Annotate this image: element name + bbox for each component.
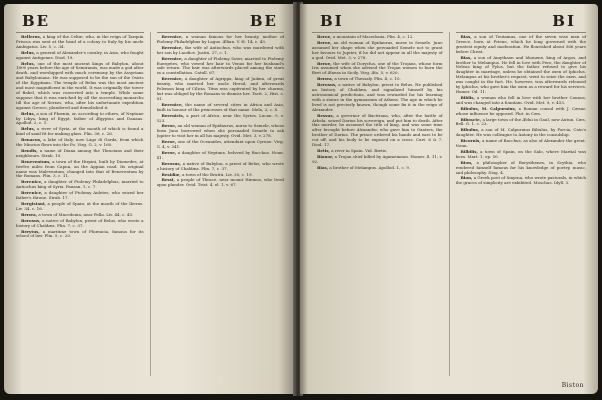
entry-text: a philosopher of Borysthenes, in Scythia, who rendered himself famous for his knowledge of poetry, music, and philosophy. Diog. 4. (455, 159, 586, 175)
entry-headword: Berenice, (21, 190, 43, 196)
right-column-2 (456, 32, 587, 376)
column-rule (150, 32, 151, 376)
entry-headword: Berosus, (21, 217, 41, 223)
dictionary-entry (456, 150, 587, 160)
entry-text: the name of several cities in Africa and Asia, built in honour of the princesses of that name. Mela, 3, c. 8. (156, 101, 284, 112)
entry-text: a people of Spain, at the mouth of the Iberus. Liv. 34, c. 16. (16, 201, 144, 211)
dictionary-entry (16, 51, 144, 61)
entry-text: a general of Alexander's cavalry, in Asia, who fought against Antigonus. Diod. 19. (16, 49, 144, 60)
entry-headword: Bianor, (317, 153, 334, 159)
entry-headword: Berosus, (317, 82, 337, 88)
dictionary-entry (16, 62, 144, 111)
entry-headword: Bibulus, (460, 127, 480, 133)
entry-headword: Berenice, (161, 55, 183, 61)
entry-text: a people of Thrace, near mount Hæmus, who lived upon plunder. Ovid. Trist. 4, el. 1, v. 67. (156, 177, 284, 188)
entry-text: a son of Amythaon and Idomene, king of Argos, and brother to Melampus. He fell in love with Pero, the daughter of Neleus king of Pylos, but the father refused to give his daughter in marriage, unless he obtained the oxen of Iphiclus. Melampus at his brother's request, went to seize the oxen, and was caught in the fact. He, however, was afterwards released by Iphiclus, who gave him the oxen as a reward for his services. Homer. Od. 11. (455, 54, 586, 94)
dictionary-entry (456, 35, 587, 55)
dictionary-entry (16, 127, 144, 137)
dictionary-entry (456, 107, 587, 117)
right-column-1 (312, 32, 443, 376)
entry-text: a daughter of Ptolemy Philadelphus, married to Antiochus king of Syria. Pausan. 1, c. 7. (16, 179, 144, 190)
entry-text: a son of Teutamus, one of the seven wise men of Greece, born at Priene, which he long governed with the greatest equity and moderation. He flourished about 566 years before Christ. (455, 34, 586, 54)
catchword: Biston (561, 382, 584, 389)
right-page-columns (312, 32, 586, 376)
dictionary-entry (157, 35, 285, 45)
entry-headword: Bibracte, (460, 116, 482, 122)
entry-text: a town of Spain, on the Salo, where Martial was born. Mart. 1, ep. 50. (455, 148, 586, 159)
entry-text: a part of Africa, near the Syrtes. Lucan. 9, v. 523. (156, 112, 284, 123)
entry-text: a governor of Bactriana, who, after the battle of Arbela, seized Darius his sovereign, and put him to death. After this murder, he assumed the title of king, and was some time after brought before Alexander, who gave him to Oxatres, the brother of Darius. The prince ordered his hands and ears to be cut off, and his body to be exposed on a cross. Curt. 6 & 7. Diod. 17. (312, 112, 443, 148)
entry-headword: Biblis, (460, 94, 475, 100)
entry-text: one of the most ancient kings of Babylon, about 1800 years before the age of Semiramis, was made a god after death, and worshipped with much ceremony by the Assyrians and Babylonians. He was supposed to be the son of the Osiris of the Egyptians. The temple of Belus was the most ancient and most magnificent in the world. It was originally the tower of Babel, which was converted into a temple. While some suppose that it was enriched by all the succeeding monarchs till the age of Xerxes, who, after his unfortunate expedition against Greece, plundered and demolished it. (16, 60, 144, 110)
dictionary-entry (312, 62, 443, 77)
entry-text: a daughter of Ptolemy Auletes, who seized her father's throne. Strab. 17. (16, 190, 144, 201)
entry-headword: Beroe, (317, 39, 332, 45)
right-running-head-left: BI (320, 12, 344, 30)
entry-headword: Bellerus, (21, 34, 42, 39)
entry-text: an old woman of Epidaurus, nurse to Semele. Juno assumed her shape when she persuaded Semele not to grant her favours to Jupiter, if he did not appear in all the majesty of a god. Ovid. Met. 3, v. 278. (312, 39, 443, 60)
entry-text: a large town of the Ædui in Gaul, now Autun. Cæs. Bell. G. 1, c. 23. (455, 116, 586, 127)
entry-headword: Beroe, (161, 123, 177, 129)
entry-text: an old woman of Epidaurus, nurse to Semele, whose form Juno borrowed when she persuaded Semele to ask Jupiter to visit her in all his majesty. Ovid. Met. 3, v. 278. (156, 123, 284, 139)
dictionary-entry (456, 176, 587, 186)
entry-headword: Bion, (460, 175, 473, 181)
entry-headword: Berenice, (161, 34, 183, 39)
entry-text: a town of the Bruttii. Liv. 30, c. 19. (182, 171, 253, 177)
dictionary-entry (16, 112, 144, 127)
entry-text: one of the Oceanides, attendant upon Cyrene. Virg. G. 4, v. 341. (156, 139, 284, 150)
dictionary-entry (16, 219, 144, 229)
entry-headword: Bilbilis, (460, 148, 478, 154)
dictionary-entry (456, 56, 587, 95)
entry-text: a daughter of Agrippa, king of Judæa, of great beauty, who married her uncle Herod, and afterwards Polemon king of Cilicia. Titus was captivated by her charms, but was obliged by the Romans to dismiss her. Tacit. 2, Hist. c. 81. (156, 76, 284, 101)
entry-headword: Belus, (21, 126, 35, 132)
entry-headword: Berenicis, (161, 112, 185, 118)
entry-text: a brother of Melampus. Apollod. 1, c. 9. (329, 164, 411, 170)
dictionary-entry (16, 149, 144, 159)
entry-text: a son of M. Calpurnius Bibulus, by Porcia, Cato's daughter. He was colleague to Antony in the consulship. (455, 127, 586, 138)
entry-headword: Berœa, (317, 76, 334, 82)
dictionary-entry (157, 77, 285, 102)
entry-headword: Bessi, (161, 177, 175, 183)
dictionary-entry (157, 151, 285, 161)
entry-headword: Besidiæ, (161, 171, 181, 177)
entry-text: a town of Thessaly. Plin. 4, c. 10. (334, 76, 401, 82)
left-running-head-right: BE (249, 12, 278, 30)
dictionary-entry (456, 161, 587, 176)
dictionary-entry (312, 114, 443, 148)
entry-text: a king of the Celtæ, who, in the reign of Tarquin Priscus was sent at the head of a colony to Italy by his uncle Ambigatus. Liv. 5, c. 34. (16, 34, 144, 49)
dictionary-entry (456, 118, 587, 128)
entry-text: a name of Bacchus, as also of Alexander the great. Nonn. (455, 138, 586, 149)
entry-headword: Berenice, (161, 76, 183, 82)
dictionary-entry (312, 41, 443, 61)
entry-headword: Bias, (460, 54, 472, 60)
entry-text: a Roman consul with J. Cæsar, whose influence he opposed. Plut. in Cæs. (455, 105, 586, 116)
dictionary-entry (157, 103, 285, 113)
dictionary-entry (16, 191, 144, 201)
dictionary-entry (16, 35, 144, 50)
entry-headword: Bendis, (21, 147, 38, 153)
left-column-1 (16, 32, 144, 376)
dictionary-entry (312, 166, 443, 171)
entry-headword: Berytus, (21, 228, 40, 234)
entry-text: a woman famous for her beauty, mother of Ptolemy Philadelphus by Lagus. Ælian. V. H. 14, c. 43. (156, 34, 284, 44)
left-page-columns (16, 32, 284, 376)
dictionary-entry (456, 96, 587, 106)
column-rule (449, 32, 450, 376)
dictionary-entry (157, 57, 285, 77)
left-running-head-left: BE (22, 12, 51, 30)
entry-text: a town of Macedonia, near Pella. Liv. 44, c. 45. (38, 211, 134, 217)
dictionary-entry (16, 230, 144, 240)
entry-text: a river of Syria, at the mouth of which is found a kind of sand fit for making glass. Plin. 36, c. 26. (16, 126, 144, 137)
entry-text: a mountain of Macedonia. Plin. 4, c. 12. (332, 34, 414, 39)
entry-headword: Berenice, (161, 44, 183, 50)
left-column-2 (157, 32, 285, 376)
entry-headword: Berosus, (161, 160, 182, 166)
dictionary-entry (157, 124, 285, 139)
entry-headword: Bion, (460, 159, 473, 165)
entry-text: a daughter of Neptune, beloved by Bacchus. Nonn. 41. (156, 149, 284, 160)
left-page (4, 4, 296, 394)
entry-text: the wife of Doryclus, one of the Trojans, whose form Iris assumed when she advised the Trojan women to burn the fleet of Æneas in Sicily. Virg. Æn. 5, v. 620. (312, 60, 443, 76)
entry-headword: Belus, (21, 60, 35, 66)
dictionary-entry (157, 114, 285, 124)
dictionary-entry (157, 140, 285, 150)
entry-text: a woman who fell in love with her brother Caunus, and was changed into a fountain. Ovid. Met. 9, v. 453. (455, 94, 586, 105)
entry-headword: Beroe, (317, 60, 332, 66)
entry-text: the wife of Antiochus, who was murdered with her son by Laodice. Justin. 27, c. 1. (156, 44, 284, 55)
entry-text: a native of Babylon, a priest of Belus, who wrote a history of Chaldæa. Plin. 7, c. 37. (156, 160, 284, 171)
entry-headword: Bias, (460, 34, 472, 39)
entry-headword: Belus, (21, 110, 35, 116)
dictionary-entry (456, 139, 587, 149)
entry-text: a name of Diana among the Thracians and their neighbours. Strab. 10. (16, 147, 144, 158)
entry-headword: Beroe, (161, 149, 177, 155)
dictionary-entry (157, 178, 285, 188)
right-page-header (312, 12, 586, 32)
right-running-head-right: BI (552, 12, 576, 30)
entry-headword: Beroe, (317, 34, 332, 39)
right-page (300, 4, 598, 394)
entry-headword: Berenice, (161, 101, 183, 107)
dictionary-entry (312, 155, 443, 165)
entry-text: a maritime town of Phœnicia, famous for its school of law. Plin. 5, c. 20. (16, 228, 144, 239)
dictionary-entry (16, 180, 144, 190)
entry-headword: Bicornis, (460, 138, 481, 144)
entry-text: a town of the Hirpini, built by Diomedes, at twelve miles from Capua, on the Appian road. Its original name was Maleventum, changed into that of Beneventum by the Romans. Plin. 3, c. 11. (16, 158, 144, 179)
entry-text: a river in Spain. Vid. Bætis. (331, 147, 388, 153)
entry-text: a Greek poet of Smyrna, who wrote pastorals, in which the graces of simplicity are exhibited. Moschus. Idyll. 3. (455, 175, 586, 186)
entry-headword: Belus, (21, 49, 35, 55)
entry-headword: Berenice, (21, 179, 43, 185)
dictionary-entry (157, 162, 285, 172)
entry-headword: Bibulus, M. Calpurnius, (460, 105, 517, 111)
entry-headword: Bessus, (317, 112, 334, 118)
entry-headword: Beroe, (161, 139, 177, 145)
entry-headword: Betis, (317, 147, 330, 153)
entry-headword: Beneventum, (21, 158, 51, 164)
dictionary-entry (16, 160, 144, 180)
entry-text: a lake of Italy, now Lago di Garda, from which the Mincius flows into the Po. Virg. G. 2, v. 160. (16, 137, 144, 148)
entry-headword: Benacus, (21, 137, 42, 143)
entry-text: a native of Babylon, priest of Belus, who wrote a history of Chaldæa. Plin. 7, c. 37. (16, 217, 144, 228)
entry-text: a native of Babylon, priest to Belus. He published an history of Chaldæa, and signalized himself by his astronomical predictions, and was rewarded for his learning with a statue in the gymnasium of Athens. The age in which he lived is not precisely known, though some fix it in the reign of Alexander. (312, 82, 443, 112)
dictionary-entry (157, 46, 285, 56)
dictionary-entry (16, 138, 144, 148)
entry-headword: Bias, (317, 164, 329, 170)
entry-text: a daughter of Ptolemy Soter, married to Ptolemy Euergetes, who vowed her hair to Venus for her husband's safe return. The hair was afterwards placed among the stars as a constellation. Catull. 67. (156, 55, 284, 76)
dictionary-entry (16, 202, 144, 212)
dictionary-entry (312, 83, 443, 112)
entry-headword: Bergistani, (21, 201, 46, 206)
left-page-header (16, 12, 284, 32)
entry-text: a son of Phœnix, or, according to others, of Neptune by Libya, king of Egypt, father of Ægyptus and Danaus. Apollod. 2, c. 1. (16, 110, 144, 126)
dictionary-entry (456, 128, 587, 138)
entry-text: a Trojan chief killed by Agamemnon. Homer. Il. 11, v. 92. (312, 153, 443, 164)
entry-headword: Berœa, (21, 211, 38, 217)
